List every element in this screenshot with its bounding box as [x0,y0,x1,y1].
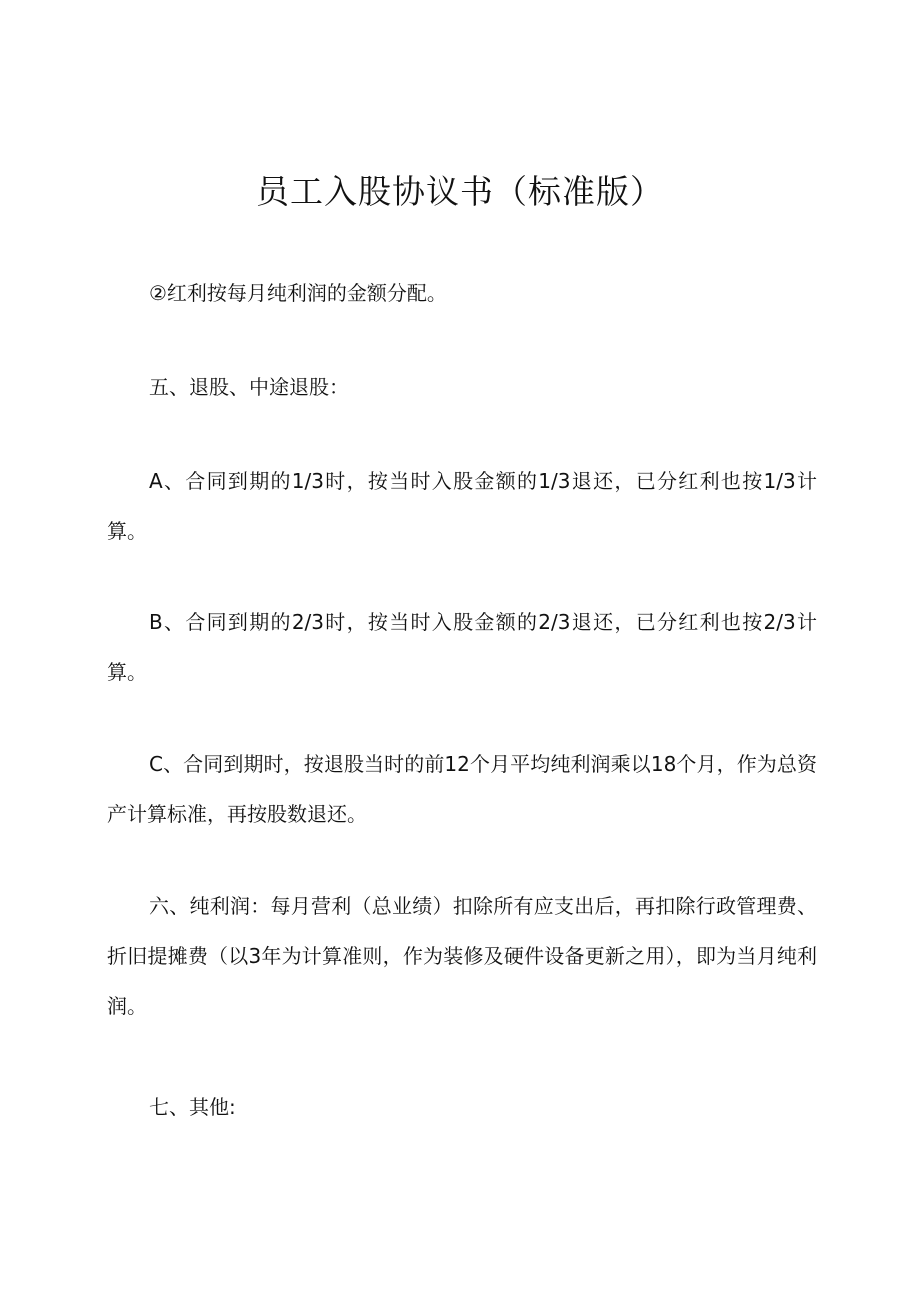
section-net-profit: 六、纯利润：每月营利（总业绩）扣除所有应支出后，再扣除行政管理费、折旧提摊费（以3年为计算准则，作为装修及硬件设备更新之用），即为当月纯利润。 [107,894,817,1018]
document-title: 员工入股协议书（标准版） [256,172,664,211]
paragraph-dividend: ②红利按每月纯利润的金额分配。 [149,281,447,305]
section-heading-withdrawal: 五、退股、中途退股： [149,375,349,399]
section-heading-other: 七、其他: [149,1095,236,1119]
clause-a: A、合同到期的1/3时，按当时入股金额的1/3退还，已分红利也按1/3计算。 [107,469,817,543]
clause-b: B、合同到期的2/3时，按当时入股金额的2/3退还，已分红利也按2/3计算。 [107,610,817,684]
clause-c: C、合同到期时，按退股当时的前12个月平均纯利润乘以18个月，作为总资产计算标准，再按股数退还。 [107,752,817,826]
